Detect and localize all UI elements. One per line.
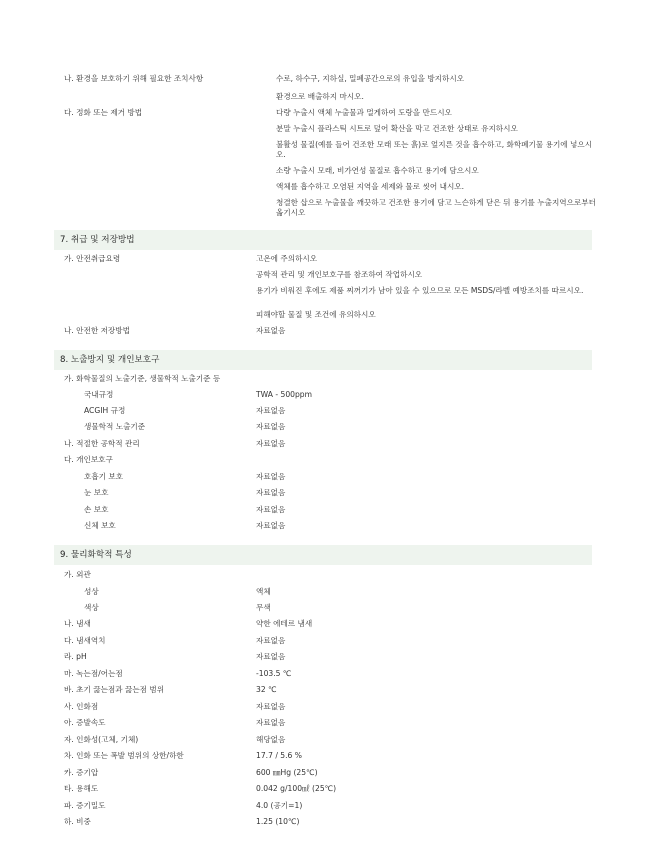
section-9-title: 9. 물리화학적 특성: [60, 550, 132, 560]
evaporation-rate-value: 자료없음: [256, 718, 286, 727]
flash-point-label: 사. 인화점: [64, 702, 99, 711]
odor-threshold-label: 다. 냄새역치: [64, 636, 106, 645]
section-7-title: 7. 취급 및 저장방법: [60, 235, 135, 245]
explosive-limits-value: 17.7 / 5.6 %: [256, 751, 303, 760]
domestic-regulation-value: TWA - 500ppm: [256, 390, 313, 399]
ppe-label: 다. 개인보호구: [64, 455, 113, 464]
safe-handling-value-2: 공학적 관리 및 개인보호구를 참조하여 작업하시오: [256, 270, 423, 279]
ph-value: 자료없음: [256, 652, 286, 661]
engineering-control-label: 나. 적절한 공학적 관리: [64, 439, 140, 448]
flammability-value: 해당없음: [256, 735, 286, 744]
safe-storage-value: 자료없음: [256, 326, 286, 335]
biological-exposure-label: 생물학적 노출기준: [84, 422, 146, 431]
solubility-value: 0.042 g/100㎖ (25℃): [256, 784, 337, 793]
section-8-header: [54, 350, 592, 370]
body-value: 자료없음: [256, 521, 286, 530]
acgih-value: 자료없음: [256, 406, 286, 415]
respiratory-label: 호흡기 보호: [84, 472, 124, 481]
cleanup-value-5: 액체를 흡수하고 오염된 지역을 세제와 물로 씻어 내시오.: [276, 182, 465, 191]
respiratory-value: 자료없음: [256, 472, 286, 481]
section-7-header: [54, 230, 592, 250]
hand-label: 손 보호: [84, 505, 109, 514]
color-label: 색상: [84, 603, 99, 612]
cleanup-value-1: 다량 누출시 액체 누출물과 멀게하여 도랑을 만드시오: [276, 108, 452, 117]
flammability-label: 자. 인화성(고체, 기체): [64, 735, 139, 744]
domestic-regulation-label: 국내규정: [84, 390, 114, 399]
specific-gravity-value: 1.25 (10℃): [256, 817, 300, 826]
safe-handling-label: 가. 안전취급요령: [64, 254, 121, 263]
appearance-label: 가. 외관: [64, 570, 91, 579]
eye-label: 눈 보호: [84, 488, 109, 497]
env-protection-value-1: 수로, 하수구, 지하실, 밀폐공간으로의 유입을 방지하시오: [276, 74, 465, 83]
color-value: 무색: [256, 603, 271, 612]
vapor-pressure-label: 카. 증기압: [64, 768, 99, 777]
engineering-control-value: 자료없음: [256, 439, 286, 448]
cleanup-value-3: 불활성 물질(예를 들어 건조한 모래 또는 흙)로 엎지른 것을 흡수하고, 화학폐기물 용기에 넣으시오.: [276, 140, 593, 159]
cleanup-value-4: 소량 누출시 모래, 비가연성 물질로 흡수하고 용기에 담으시오: [276, 166, 479, 175]
cleanup-value-6: 청결한 삽으로 누출물을 깨끗하고 건조한 용기에 담고 느슨하게 닫은 뒤 용기를 누출지역으로부터 옮기시오: [276, 198, 596, 217]
state-label: 성상: [84, 587, 99, 596]
cleanup-value-2: 분말 누출시 플라스틱 시트로 덮어 확산을 막고 건조한 상태로 유지하시오: [276, 124, 518, 133]
safe-handling-value-1: 고온에 주의하시오: [256, 254, 318, 263]
section-8-title: 8. 노출방지 및 개인보호구: [60, 355, 160, 365]
boiling-point-value: 32 ℃: [256, 685, 277, 694]
cleanup-label: 다. 정화 또는 제거 방법: [64, 108, 143, 117]
flash-point-value: 자료없음: [256, 702, 286, 711]
odor-threshold-value: 자료없음: [256, 636, 286, 645]
melting-point-value: -103.5 ℃: [256, 669, 292, 678]
evaporation-rate-label: 아. 증발속도: [64, 718, 106, 727]
vapor-density-value: 4.0 (공기=1): [256, 801, 303, 810]
eye-value: 자료없음: [256, 488, 286, 497]
safe-storage-label: 나. 안전한 저장방법: [64, 326, 130, 335]
hand-value: 자료없음: [256, 505, 286, 514]
section-9-header: [54, 545, 592, 565]
env-protection-label: 나. 환경을 보호하기 위해 필요한 조치사항: [64, 74, 204, 83]
biological-exposure-value: 자료없음: [256, 422, 286, 431]
specific-gravity-label: 하. 비중: [64, 817, 91, 826]
melting-point-label: 마. 녹는점/어는점: [64, 669, 123, 678]
env-protection-value-2: 환경으로 배출하지 마시오.: [276, 92, 364, 101]
safe-handling-value-3: 용기가 비워진 후에도 제품 찌꺼기가 남아 있을 수 있으므로 모든 MSDS/라벨 예방조치를 따르시오.: [256, 286, 584, 295]
body-label: 신체 보호: [84, 521, 116, 530]
explosive-limits-label: 차. 인화 또는 폭발 범위의 상한/하한: [64, 751, 184, 760]
state-value: 액체: [256, 587, 271, 596]
acgih-label: ACGIH 규정: [84, 406, 126, 415]
odor-value: 약한 에테르 냄새: [256, 619, 313, 628]
ph-label: 라. pH: [64, 652, 87, 661]
odor-label: 나. 냄새: [64, 619, 91, 628]
solubility-label: 타. 용해도: [64, 784, 99, 793]
boiling-point-label: 바. 초기 끓는점과 끓는점 범위: [64, 685, 165, 694]
vapor-pressure-value: 600 ㎜Hg (25℃): [256, 768, 318, 777]
safe-handling-value-4: 피해야할 물질 및 조건에 유의하시오: [256, 310, 376, 319]
vapor-density-label: 파. 증기밀도: [64, 801, 106, 810]
exposure-standards-label: 가. 화학물질의 노출기준, 생물학적 노출기준 등: [64, 374, 221, 383]
